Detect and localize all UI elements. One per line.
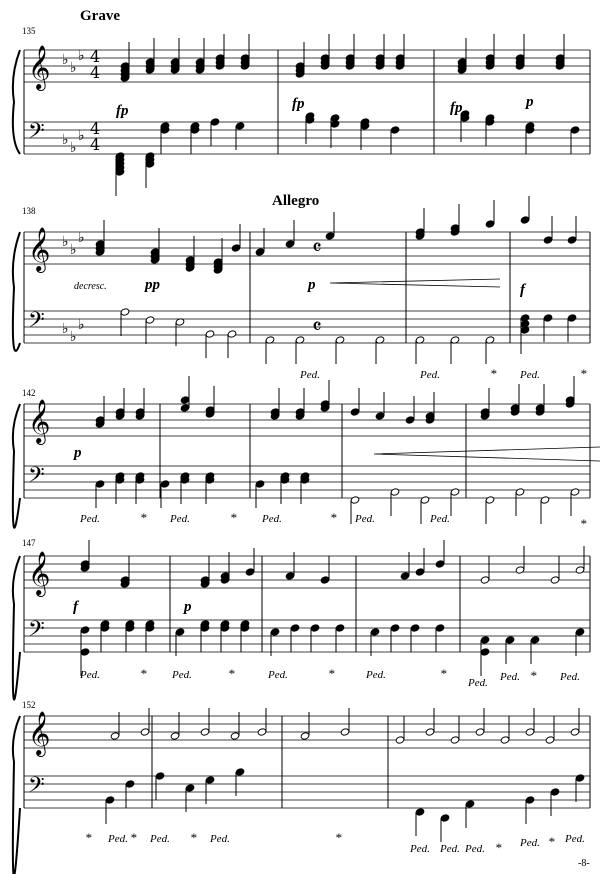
notehead	[285, 572, 295, 580]
pedal-release-mark: *	[580, 366, 587, 381]
time-signature: 4	[90, 119, 101, 138]
notehead	[80, 648, 90, 656]
pedal-press-mark: Ped.	[468, 677, 488, 689]
notehead	[235, 768, 245, 776]
notehead	[530, 636, 540, 644]
pedal-press-mark: Ped.	[355, 513, 375, 525]
measure-number: 142	[22, 388, 36, 398]
notehead	[435, 560, 445, 568]
staff-lines	[24, 50, 590, 808]
notehead	[255, 248, 265, 256]
notehead	[450, 736, 460, 744]
barlines	[24, 50, 590, 808]
flat-icon: ♭	[62, 52, 69, 68]
notehead	[480, 648, 490, 656]
brace	[13, 50, 20, 154]
pedal-press-mark: Ped.	[520, 369, 540, 381]
bass-clef-icon: 𝄢	[28, 617, 45, 647]
measure-number: 138	[22, 206, 36, 216]
treble-clef-icon: 𝄞	[28, 551, 51, 595]
bass-clef-icon: 𝄢	[28, 773, 45, 803]
pedal-release-mark: *	[580, 516, 587, 531]
pedal-press-mark: Ped.	[150, 833, 170, 845]
notehead	[543, 314, 553, 322]
grand-staff-braces	[13, 50, 20, 874]
common-time-icon: 𝄴	[312, 236, 322, 261]
treble-clef-icon: 𝄞	[28, 399, 51, 443]
tempo-marking: Allegro	[272, 193, 320, 209]
notehead	[525, 796, 535, 804]
flat-icon: ♭	[78, 230, 85, 246]
notehead	[95, 480, 105, 488]
notehead	[570, 728, 580, 736]
flat-icon: ♭	[62, 321, 69, 337]
notehead	[400, 572, 410, 580]
flat-icon: ♭	[70, 329, 77, 345]
pedal-release-mark: *	[530, 668, 537, 683]
notehead	[485, 496, 495, 504]
notehead	[543, 236, 553, 244]
notehead	[335, 624, 345, 632]
notehead	[390, 126, 400, 134]
notehead	[255, 480, 265, 488]
notehead	[310, 624, 320, 632]
notehead	[485, 220, 495, 228]
notehead	[350, 496, 360, 504]
notehead	[325, 232, 335, 240]
notehead	[257, 728, 267, 736]
pedal-release-mark: *	[140, 666, 147, 681]
notehead	[550, 576, 560, 584]
pedal-press-mark: Ped.	[80, 669, 100, 681]
pedal-press-mark: Ped.	[210, 833, 230, 845]
notehead	[395, 736, 405, 744]
pedal-press-mark: Ped.	[560, 671, 580, 683]
measure-number: 147	[22, 538, 36, 548]
dynamic-marking: fp	[116, 103, 129, 119]
hairpin	[330, 279, 600, 461]
pedal-press-mark: Ped.	[430, 513, 450, 525]
notehead	[425, 728, 435, 736]
notehead	[140, 728, 150, 736]
notehead	[575, 628, 585, 636]
dynamic-marking: decresc.	[74, 281, 107, 292]
notehead	[290, 624, 300, 632]
tempo-marking: Grave	[80, 8, 120, 24]
flat-icon: ♭	[62, 234, 69, 250]
notehead	[480, 636, 490, 644]
notehead	[200, 728, 210, 736]
pedal-release-mark: *	[328, 666, 335, 681]
notehead	[235, 122, 245, 130]
treble-clef-icon: 𝄞	[28, 227, 51, 271]
bass-clef-icon: 𝄢	[28, 308, 45, 338]
pedal-release-mark: *	[440, 666, 447, 681]
flat-icon: ♭	[78, 48, 85, 64]
pedal-release-mark: *	[495, 840, 502, 855]
notehead	[105, 796, 115, 804]
time-signature: 4	[90, 47, 101, 66]
notehead	[575, 566, 585, 574]
pedal-press-mark: Ped.	[80, 513, 100, 525]
dynamic-marking: fp	[292, 96, 305, 112]
notehead	[450, 488, 460, 496]
notehead	[567, 314, 577, 322]
brace	[13, 404, 20, 528]
notehead	[480, 576, 490, 584]
pedal-release-mark: *	[335, 830, 342, 845]
notehead	[155, 772, 165, 780]
notehead	[245, 568, 255, 576]
notehead	[410, 624, 420, 632]
dynamic-marking: f	[73, 599, 78, 615]
pedal-press-mark: Ped.	[172, 669, 192, 681]
dynamic-marking: p	[308, 277, 316, 293]
common-time-icon: 𝄴	[312, 315, 322, 340]
notehead	[80, 626, 90, 634]
pedal-release-mark: *	[330, 510, 337, 525]
notehead	[170, 732, 180, 740]
notehead	[125, 780, 135, 788]
notehead	[185, 784, 195, 792]
bass-clef-icon: 𝄢	[28, 463, 45, 493]
notehead	[160, 480, 170, 488]
dynamic-marking: pp	[145, 277, 160, 293]
notehead	[505, 636, 515, 644]
notehead	[330, 120, 340, 128]
flat-icon: ♭	[78, 317, 85, 333]
pedal-release-mark: *	[228, 666, 235, 681]
notehead	[110, 732, 120, 740]
brace	[13, 716, 20, 874]
notes	[80, 34, 585, 842]
time-signature: 4	[90, 63, 101, 82]
pedal-press-mark: Ped.	[465, 843, 485, 855]
treble-clef-icon: 𝄞	[28, 711, 51, 755]
pedal-press-mark: Ped.	[108, 833, 128, 845]
notehead	[550, 788, 560, 796]
notehead	[210, 118, 220, 126]
notehead	[415, 568, 425, 576]
notehead	[465, 800, 475, 808]
pedal-release-mark: *	[130, 830, 137, 845]
notehead	[435, 624, 445, 632]
notehead	[205, 776, 215, 784]
time-signature: 4	[90, 135, 101, 154]
notehead	[520, 216, 530, 224]
notehead	[415, 808, 425, 816]
clefs	[28, 45, 322, 803]
pedal-press-mark: Ped.	[410, 843, 430, 855]
pedal-press-mark: Ped.	[300, 369, 320, 381]
dynamic-marking: p	[184, 599, 192, 615]
notehead	[231, 244, 241, 252]
flat-icon: ♭	[70, 140, 77, 156]
notehead	[375, 412, 385, 420]
notehead	[525, 728, 535, 736]
flat-icon: ♭	[78, 128, 85, 144]
notehead	[440, 814, 450, 822]
pedal-press-mark: Ped.	[500, 671, 520, 683]
notehead	[350, 408, 360, 416]
notehead	[570, 126, 580, 134]
dynamic-marking: p	[526, 94, 534, 110]
brace	[13, 232, 20, 351]
notehead	[570, 488, 580, 496]
notehead	[390, 624, 400, 632]
pedal-release-mark: *	[230, 510, 237, 525]
notehead	[540, 496, 550, 504]
pedal-press-mark: Ped.	[262, 513, 282, 525]
notehead	[320, 576, 330, 584]
notehead	[300, 732, 310, 740]
notehead	[515, 566, 525, 574]
notehead	[145, 316, 155, 324]
notehead	[285, 240, 295, 248]
treble-clef-icon: 𝄞	[28, 45, 51, 89]
pedal-press-mark: Ped.	[440, 843, 460, 855]
notehead	[567, 236, 577, 244]
pedal-press-mark: Ped.	[170, 513, 190, 525]
flat-icon: ♭	[70, 60, 77, 76]
notehead	[120, 308, 130, 316]
notehead	[390, 488, 400, 496]
notehead	[420, 496, 430, 504]
brace	[13, 556, 20, 700]
notehead	[500, 736, 510, 744]
pedal-release-mark: *	[548, 834, 555, 849]
pedal-release-mark: *	[490, 366, 497, 381]
pedal-press-mark: Ped.	[366, 669, 386, 681]
notehead	[227, 330, 237, 338]
dynamic-marking: p	[74, 445, 82, 461]
flat-icon: ♭	[70, 242, 77, 258]
notehead	[180, 396, 190, 404]
notehead	[205, 330, 215, 338]
measure-number: 135	[22, 26, 36, 36]
notehead	[180, 404, 190, 412]
dynamic-marking: f	[520, 282, 525, 298]
notehead	[340, 728, 350, 736]
notehead	[475, 728, 485, 736]
pedal-release-mark: *	[140, 510, 147, 525]
notehead	[270, 628, 280, 636]
bass-clef-icon: 𝄢	[28, 119, 45, 149]
pedal-release-mark: *	[190, 830, 197, 845]
notehead	[370, 628, 380, 636]
flat-icon: ♭	[62, 132, 69, 148]
pedal-press-mark: Ped.	[420, 369, 440, 381]
notehead	[175, 628, 185, 636]
notehead	[545, 736, 555, 744]
notehead	[515, 488, 525, 496]
notehead	[575, 774, 585, 782]
notehead	[405, 416, 415, 424]
page-number: -8-	[578, 858, 590, 869]
pedal-press-mark: Ped.	[520, 837, 540, 849]
pedal-release-mark: *	[85, 830, 92, 845]
dynamic-marking: fp	[450, 100, 463, 116]
notehead	[230, 732, 240, 740]
pedal-press-mark: Ped.	[565, 833, 585, 845]
measure-number: 152	[22, 700, 36, 710]
pedal-press-mark: Ped.	[268, 669, 288, 681]
